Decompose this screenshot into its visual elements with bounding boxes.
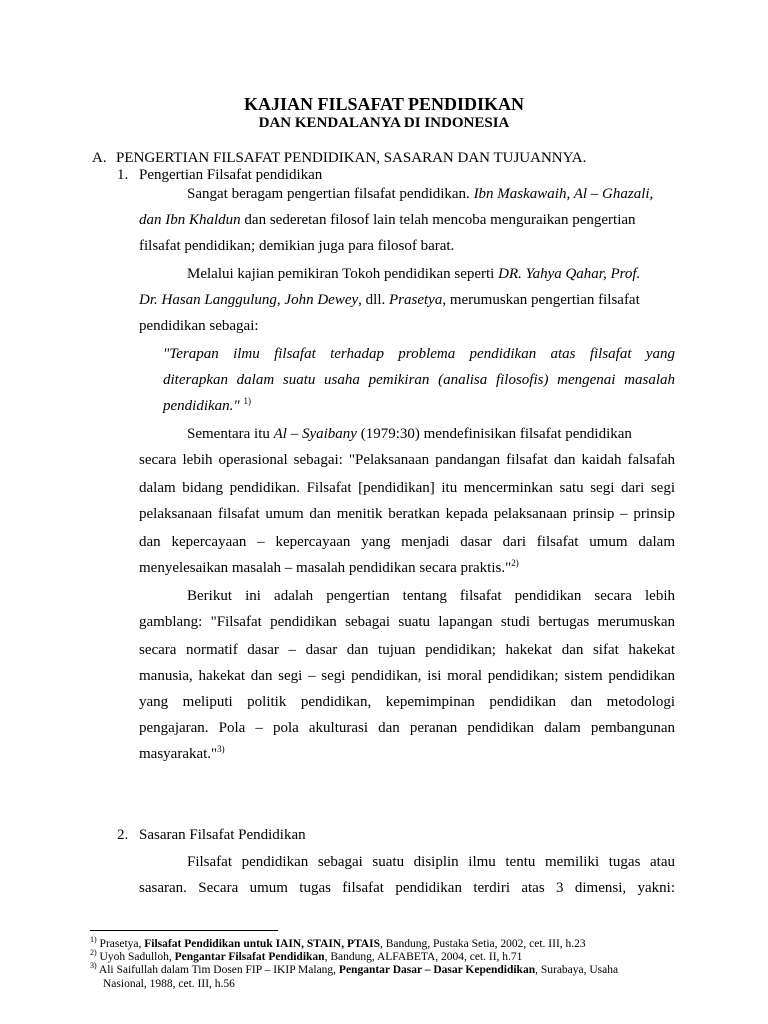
footnote-3-author: Ali Saifullah dalam Tim Dosen FIP – IKIP Malang, [96, 964, 339, 976]
footnote-3-publisher: , Surabaya, Usaha [535, 964, 619, 976]
p3-text: Sementara itu [187, 426, 274, 442]
footnote-2-publisher: , Bandung, ALFABETA, 2004, cet. II, h.71 [324, 951, 523, 963]
paragraph-4-line-3: secara normatif dasar – dasar dan tujuan pendidikan; hakekat dan sifat hakekat [139, 642, 675, 658]
p3-name: Al – Syaibany [273, 426, 357, 442]
paragraph-4-line-2: gamblang: "Filsafat pendidikan sebagai suatu lapangan studi bertugas merumuskan [139, 614, 675, 630]
quote-1-line-1: "Terapan ilmu filsafat terhadap problema pendidikan atas filsafat yang [163, 346, 675, 362]
paragraph-3-line-6 [139, 559, 519, 577]
p1-names: Ibn Maskawaih, Al – Ghazali, [473, 186, 654, 202]
p2-names-2: Dr. Hasan Langgulung, John Dewey [139, 292, 359, 308]
footnote-ref-1: 1) [243, 396, 251, 406]
p2-text: Melalui kajian pemikiran Tokoh pendidikan seperti [187, 266, 499, 282]
section-a-marker: A. [92, 150, 107, 166]
footnote-ref-2: 2) [511, 558, 519, 568]
footnote-separator [90, 930, 278, 931]
paragraph-3-line-4: pelaksanaan filsafat umum dan menitik beratkan kepada pelaksanaan prinsip – prinsip [139, 506, 675, 522]
footnote-ref-3: 3) [217, 744, 225, 754]
footnote-3-book-title: Pengantar Dasar – Dasar Kependidikan [338, 964, 536, 976]
footnote-1-publisher: , Bandung, Pustaka Setia, 2002, cet. III, h.23 [379, 938, 586, 950]
p2-name-prasetya: Prasetya [389, 292, 443, 308]
footnote-2-author: Uyoh Sadulloh, [96, 951, 175, 963]
item-2-marker: 2. [117, 827, 129, 843]
p1-text: Sangat beragam pengertian filsafat pendidikan. [187, 186, 474, 202]
paragraph-1-line-2 [139, 211, 636, 229]
item-1-heading: Pengertian Filsafat pendidikan [139, 167, 323, 183]
paragraph-2-line-2 [139, 291, 640, 309]
footnote-1 [90, 935, 586, 951]
document-subtitle: DAN KENDALANYA DI INDONESIA [258, 115, 510, 131]
paragraph-3-line-5: dan kepercayaan – kepercayaan yang menjadi dasar dari filsafat umum dalam [139, 534, 675, 550]
footnote-2 [90, 948, 523, 964]
paragraph-3-line-1 [187, 425, 632, 443]
paragraph-5-line-2: sasaran. Secara umum tugas filsafat pendidikan terdiri atas 3 dimensi, yakni: [139, 880, 675, 896]
paragraph-2-line-1 [187, 265, 640, 283]
paragraph-3-line-2: secara lebih operasional sebagai: "Pelaksanaan pandangan filsafat dan kaidah falsafah [139, 452, 675, 468]
footnote-1-author: Prasetya, [96, 938, 145, 950]
paragraph-4-line-1: Berikut ini adalah pengertian tentang filsafat pendidikan secara lebih [187, 588, 675, 604]
quote-1-line-2: diterapkan dalam suatu usaha pemikiran (analisa filosofis) mengenai masalah [163, 372, 675, 388]
p4-text-end: masyarakat." [139, 746, 218, 762]
paragraph-4-line-4: manusia, hakekat dan segi – segi pendidikan, isi moral pendidikan; sistem pendidikan [139, 668, 675, 684]
item-1-marker: 1. [117, 167, 129, 183]
paragraph-4-line-6: pengajaran. Pola – pola akulturasi dan peranan pendidikan dalam pembangunan [139, 720, 675, 736]
p2-text-2: , dll. [358, 292, 389, 308]
footnote-2-book-title: Pengantar Filsafat Pendidikan [174, 951, 325, 963]
document-title: KAJIAN FILSAFAT PENDIDIKAN [243, 94, 525, 114]
paragraph-3-line-3: dalam bidang pendidikan. Filsafat [pendidikan] itu mencerminkan satu segi dari segi [139, 480, 675, 496]
paragraph-5-line-1: Filsafat pendidikan sebagai suatu disiplin ilmu tentu memiliki tugas atau [187, 854, 675, 870]
footnote-1-number: 1) [90, 935, 97, 945]
quote-1-text: pendidikan." [163, 398, 240, 414]
p1-name: dan Ibn Khaldun [139, 212, 241, 228]
footnote-1-book-title: Filsafat Pendidikan untuk IAIN, STAIN, PTAIS [144, 938, 380, 950]
p3-text-2: (1979:30) mendefinisikan filsafat pendidikan [356, 426, 632, 442]
paragraph-1-line-3: filsafat pendidikan; demikian juga para filosof barat. [139, 238, 455, 254]
footnote-3 [90, 961, 619, 977]
paragraph-1-line-1 [187, 185, 653, 203]
footnote-2-number: 2) [90, 948, 97, 958]
footnote-3-number: 3) [90, 961, 97, 971]
quote-1-line-3 [163, 397, 251, 415]
p2-text-3: , merumuskan pengertian filsafat [442, 292, 640, 308]
p2-names: DR. Yahya Qahar, Prof. [498, 266, 641, 282]
item-2-heading: Sasaran Filsafat Pendidikan [139, 827, 306, 843]
paragraph-4-line-7 [139, 745, 225, 763]
p3-text-end: menyelesaikan masalah – masalah pendidikan secara praktis." [139, 560, 512, 576]
paragraph-2-line-3: pendidikan sebagai: [139, 318, 259, 334]
p1-text-2: dan sederetan filosof lain telah mencoba menguraikan pengertian [240, 212, 636, 228]
section-a-heading: PENGERTIAN FILSAFAT PENDIDIKAN, SASARAN DAN TUJUANNYA. [116, 150, 587, 166]
footnote-3-continuation: Nasional, 1988, cet. III, h.56 [103, 978, 235, 990]
paragraph-4-line-5: yang meliputi politik pendidikan, kepemimpinan pendidikan dan metodologi [139, 694, 675, 710]
